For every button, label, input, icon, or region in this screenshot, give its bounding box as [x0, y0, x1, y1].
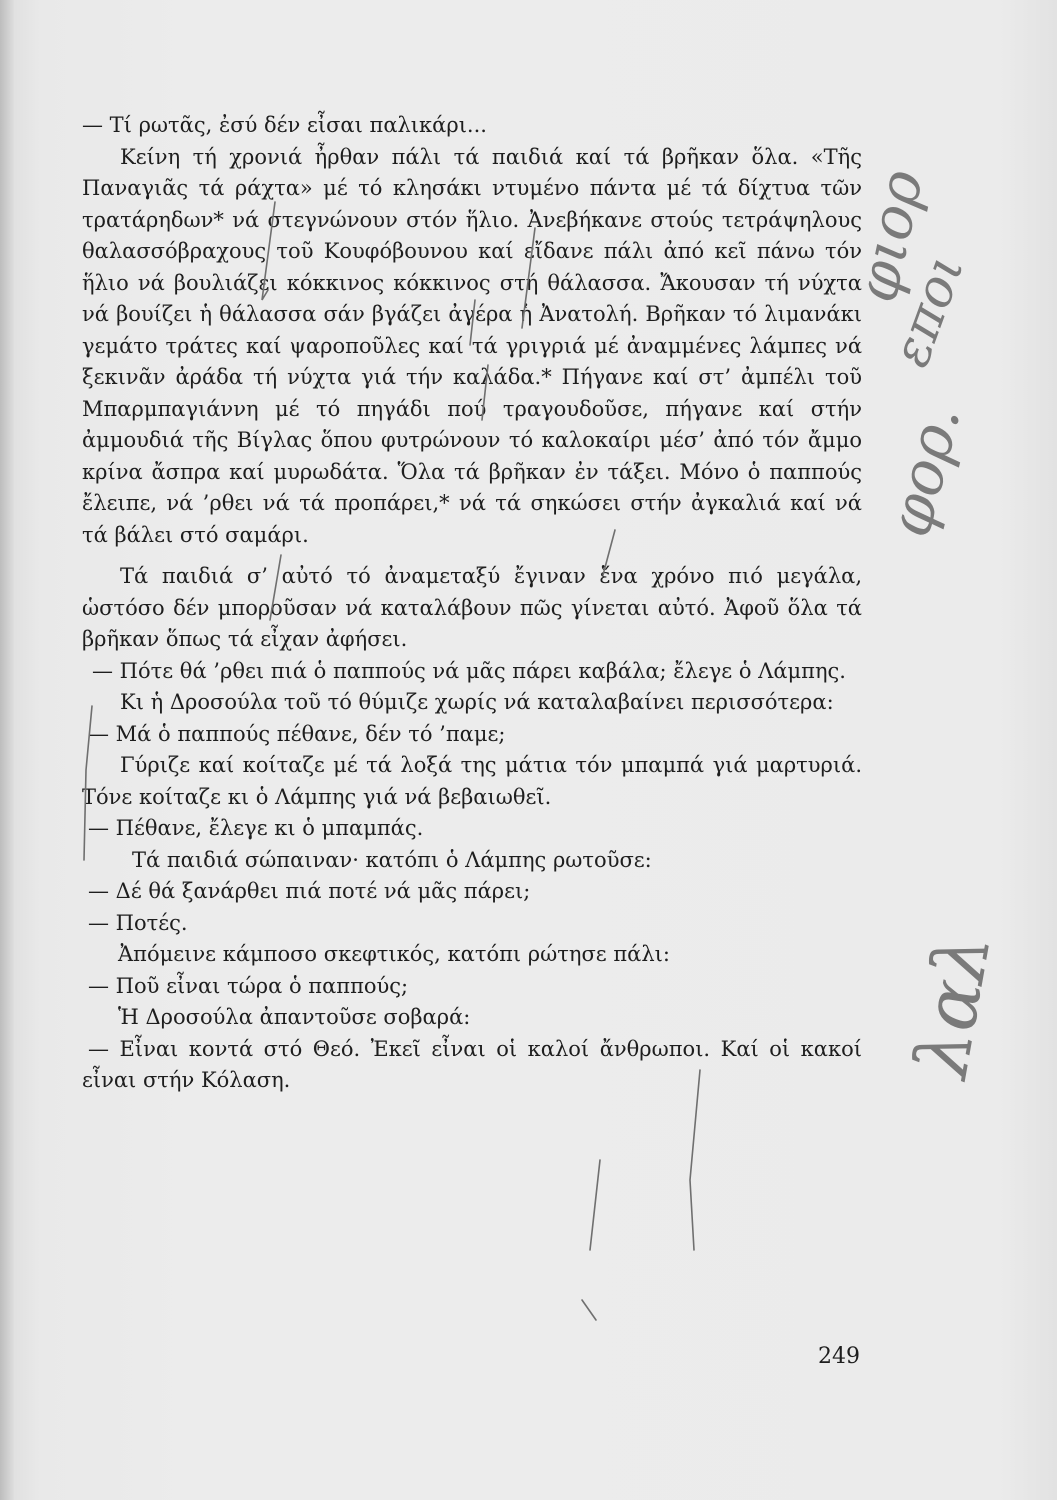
paragraph: Ἡ Δροσούλα ἀπαντοῦσε σοβαρά:	[118, 1005, 471, 1029]
body-text	[82, 110, 862, 1097]
pencil-mark	[690, 1070, 700, 1250]
paragraph: Ἀπόμεινε κάμποσο σκεφτικός, κατόπι ρώτησε πάλι:	[118, 942, 670, 966]
page-number: 249	[818, 1344, 860, 1369]
paragraph: — Ποῦ εἶναι τώρα ὁ παππούς;	[88, 973, 409, 998]
pencil-mark	[582, 1300, 596, 1320]
paragraph: — Μά ὁ παππούς πέθανε, δέν τό ’παμε;	[88, 721, 506, 746]
paragraph: Τά παιδιά σώπαιναν· κατόπι ὁ Λάμπης ρωτοῦσε:	[132, 847, 652, 872]
paragraph: Τά παιδιά σ’ αὐτό τό ἀναμεταξύ ἔγιναν ἕνα χρόνο πιό μεγάλα, ὡστόσο δέν μποροῦσαν νά καταλάβουν πῶς γίνεται αὐτό. Ἀφοῦ ὅλα τά βρῆκαν ὅπως τά εἶχαν ἀφήσει.	[82, 564, 862, 651]
paragraph: — Δέ θά ξανάρθει πιά ποτέ νά μᾶς πάρει;	[88, 879, 531, 903]
paragraph: — Τί ρωτᾶς, ἐσύ δέν εἶσαι παλικάρι...	[82, 113, 487, 137]
handwritten-note: φιορ	[842, 164, 937, 308]
handwritten-note: λαλ	[898, 926, 1008, 1084]
paragraph: — Εἶναι κοντά στό Θεό. Ἐκεῖ εἶναι οἱ καλοί ἄνθρωποι. Καί οἱ κακοί εἶναι στήν Κόλαση.	[82, 1036, 862, 1092]
handwritten-note: φορ.	[874, 398, 975, 544]
paragraph: — Πέθανε, ἔλεγε κι ὁ μπαμπάς.	[88, 816, 424, 840]
handwritten-note: εποι	[880, 247, 977, 375]
page-binding-edge	[0, 0, 14, 1500]
paragraph: Γύριζε καί κοίταζε μέ τά λοξά της μάτια τόν μπαμπά γιά μαρτυριά. Τόνε κοίταζε κι ὁ Λάμπης γιά νά βεβαιωθεῖ.	[82, 753, 862, 809]
pencil-mark	[590, 1160, 600, 1250]
paragraph: — Ποτές.	[88, 910, 188, 935]
paragraph: Κι ἡ Δροσούλα τοῦ τό θύμιζε χωρίς νά καταλαβαίνει περισσότερα:	[120, 690, 834, 714]
paragraph: Κείνη τή χρονιά ἦρθαν πάλι τά παιδιά καί τά βρῆκαν ὅλα. «Τῆς Παναγιᾶς τά ράχτα» μέ τό κλησάκι ντυμένο πάντα μέ τά δίχτυα τῶν τρατάρηδων* νά στεγνώνουν στόν ἥλιο. Ἀνεβήκανε στούς τετράψηλους θαλασσόβραχους τοῦ Κουφόβουνου καί εἴδανε πάλι ἀπό κεῖ πάνω τόν ἥλιο νά βουλιάζει κόκκινος κόκκινος στή θάλασσα. Ἄκουσαν τή νύχτα νά βουίζει ἡ θάλασσα σάν βγάζει ἀγέρα ἡ Ἀνατολή. Βρῆκαν τό λιμανάκι γεμάτο τράτες καί ψαροποῦλες καί τά γριγριά μέ ἀναμμένες λάμπες νά ξεκινᾶν ἀράδα τή νύχτα γιά τήν καλάδα.* Πήγανε καί στ’ ἀμπέλι τοῦ Μπαρμπαγιάννη μέ τό πηγάδι πού τραγουδοῦσε, πήγανε καί στήν ἀμμουδιά τῆς Βίγλας ὅπου φυτρώνουν τό καλοκαίρι μέσ’ ἀπό τόν ἄμμο κρίνα ἄσπρα καί μυρωδάτα. Ὅλα τά βρῆκαν ἐν τάξει. Μόνο ὁ παππούς ἔλειπε, νά ’ρθει νά τά προπάρει,* νά τά σηκώσει στήν ἀγκαλιά καί νά τά βάλει στό σαμάρι.	[82, 144, 862, 547]
paragraph: — Πότε θά ’ρθει πιά ὁ παππούς νά μᾶς πάρει καβάλα; ἔλεγε ὁ Λάμπης.	[92, 658, 846, 683]
